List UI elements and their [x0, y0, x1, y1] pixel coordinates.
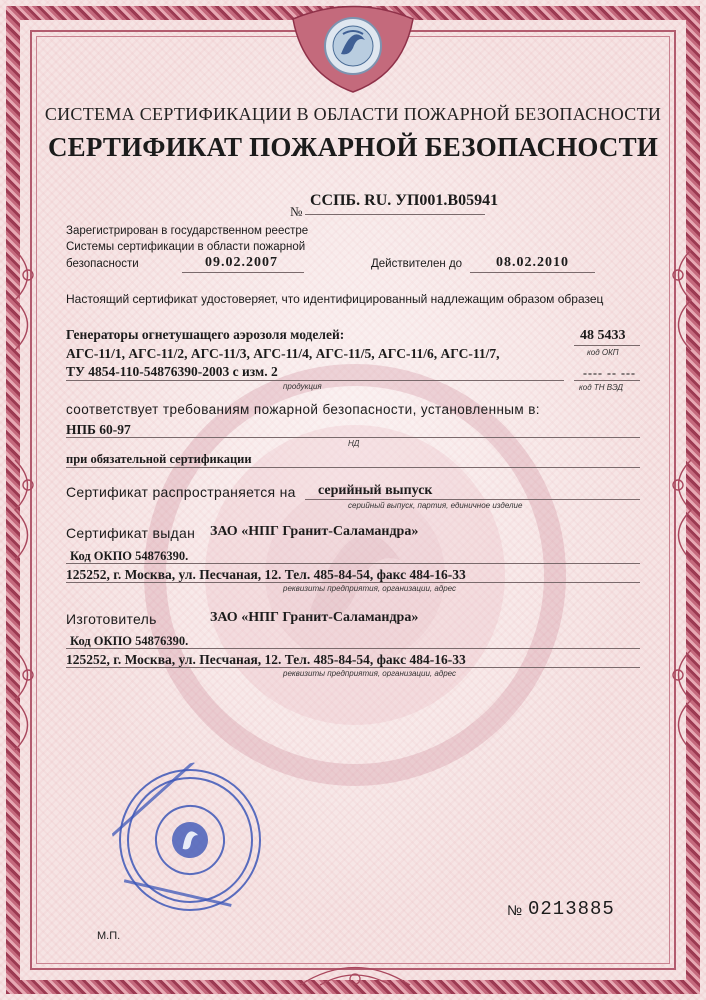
number-sign: № [290, 204, 303, 219]
registration-line-2: Системы сертификации в области пожарной [66, 241, 306, 253]
serial-number: 0213885 [528, 898, 615, 920]
product-line-1: Генераторы огнетушащего аэрозоля моделей: [66, 327, 345, 342]
registration-date-line [182, 272, 304, 273]
nd-underline [66, 437, 640, 438]
okp-line [574, 345, 640, 346]
valid-until-line [470, 272, 595, 273]
registration-line-3: безопасности [66, 258, 139, 270]
registration-date: 09.02.2007 [205, 255, 278, 270]
certificate-number: ССПБ. RU. УП001.В05941 [310, 192, 499, 209]
issued-name: ЗАО «НПГ Гранит-Саламандра» [210, 524, 419, 539]
conformity-text: соответствует требованиям пожарной безопасности, установленным в: [66, 402, 540, 417]
tnved-line [574, 380, 640, 381]
issued-okpo: Код ОКПО 54876390. [70, 549, 189, 563]
product-underline [66, 380, 564, 381]
issued-address: 125252, г. Москва, ул. Песчаная, 12. Тел. 485-84-54, факс 484-16-33 [66, 567, 466, 582]
manufacturer-address-line [66, 667, 640, 668]
statement-text: Настоящий сертификат удостоверяет, что идентифицированный надлежащим образом образец [66, 292, 604, 306]
number-underline [305, 214, 485, 215]
left-ornament [10, 230, 50, 770]
issued-okpo-line [66, 563, 640, 564]
certification-system-title: СИСТЕМА СЕРТИФИКАЦИИ В ОБЛАСТИ ПОЖАРНОЙ БЕЗОПАСНОСТИ [44, 104, 662, 124]
manufacturer-name: ЗАО «НПГ Гранит-Саламандра» [210, 610, 419, 625]
certification-mode: при обязательной сертификации [66, 452, 252, 466]
right-ornament [656, 230, 696, 770]
product-line-3: ТУ 4854-110-54876390-2003 с изм. 2 [66, 364, 278, 379]
certificate-title: СЕРТИФИКАТ ПОЖАРНОЙ БЕЗОПАСНОСТИ [47, 132, 659, 162]
product-caption: продукция [283, 382, 322, 391]
extends-underline [305, 499, 640, 500]
manufacturer-caption: реквизиты предприятия, организации, адрес [283, 669, 457, 678]
registration-line-1: Зарегистрирован в государственном реестре [66, 225, 309, 237]
okp-caption: код ОКП [587, 348, 619, 357]
okp-code: 48 5433 [580, 328, 626, 343]
mode-underline [66, 467, 640, 468]
extends-value: серийный выпуск [318, 483, 433, 498]
emblem-icon [283, 4, 423, 94]
valid-until-label: Действителен до [371, 258, 463, 270]
seal-place-label: М.П. [97, 930, 121, 942]
extends-caption: серийный выпуск, партия, единичное изделие [348, 501, 523, 510]
bottom-ornament [290, 955, 420, 995]
serial-sign: № [507, 902, 523, 918]
normative-document: НПБ 60-97 [66, 422, 131, 437]
valid-until-date: 08.02.2010 [496, 255, 569, 270]
nd-caption: НД [348, 439, 360, 448]
manufacturer-okpo-line [66, 648, 640, 649]
seal-stamp [101, 751, 279, 929]
issued-label: Сертификат выдан [66, 525, 196, 541]
issued-address-line [66, 582, 640, 583]
issued-caption: реквизиты предприятия, организации, адрес [283, 584, 457, 593]
manufacturer-okpo: Код ОКПО 54876390. [70, 634, 189, 648]
tnved-code: ---- -- --- [583, 366, 636, 380]
tnved-caption: код ТН ВЭД [579, 383, 624, 392]
manufacturer-label: Изготовитель [66, 611, 157, 627]
product-line-2: АГС-11/1, АГС-11/2, АГС-11/3, АГС-11/4, АГС-11/5, АГС-11/6, АГС-11/7, [66, 346, 500, 361]
extends-label: Сертификат распространяется на [66, 484, 296, 500]
manufacturer-address: 125252, г. Москва, ул. Песчаная, 12. Тел. 485-84-54, факс 484-16-33 [66, 652, 466, 667]
